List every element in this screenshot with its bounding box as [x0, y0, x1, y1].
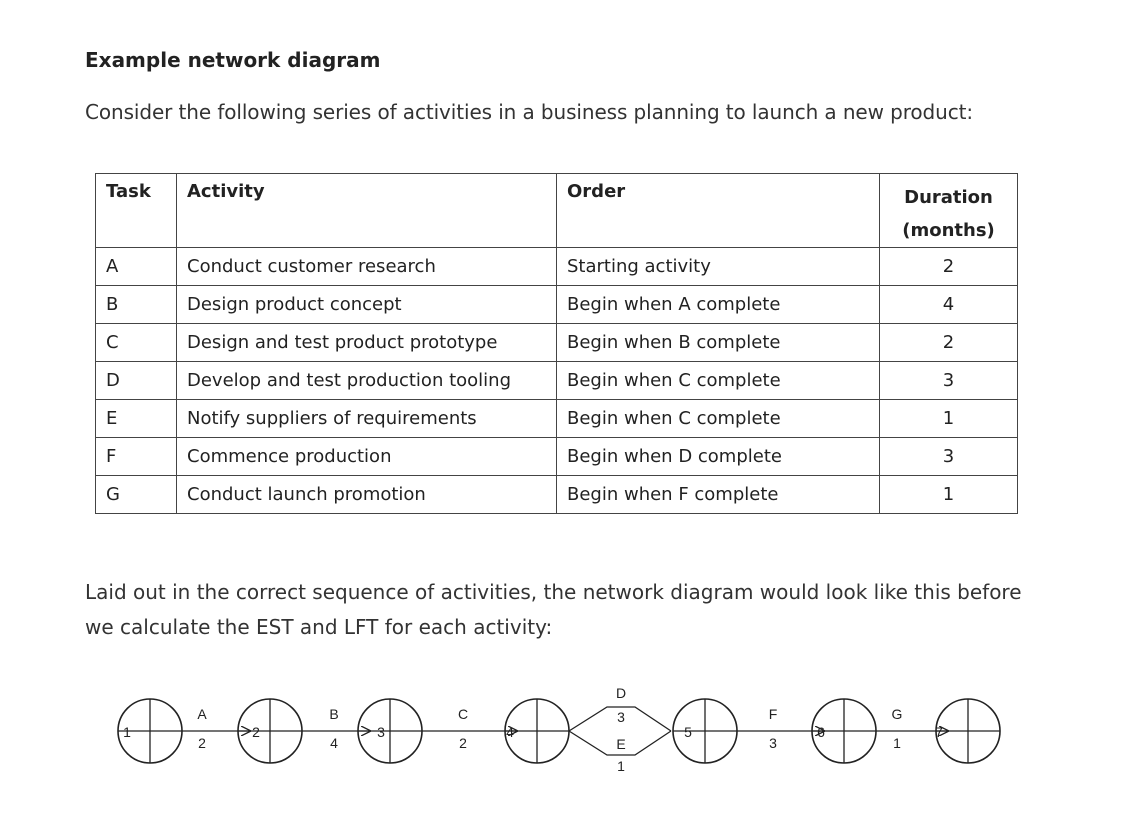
cell-order: Begin when D complete — [557, 438, 880, 476]
cell-activity: Develop and test production tooling — [177, 362, 557, 400]
activity-label: B — [329, 706, 339, 722]
cell-order: Begin when C complete — [557, 362, 880, 400]
cell-activity: Design and test product prototype — [177, 324, 557, 362]
cell-task: C — [96, 324, 177, 362]
activity-label: F — [768, 706, 778, 722]
node-number: 4 — [506, 724, 514, 740]
diagram-intro-paragraph: Laid out in the correct sequence of activities, the network diagram would look like this before we calculate the EST and LFT for each activity: — [85, 580, 1022, 639]
cell-duration: 2 — [880, 324, 1018, 362]
cell-task: A — [96, 248, 177, 286]
node-number: 2 — [252, 724, 260, 740]
cell-activity: Notify suppliers of requirements — [177, 400, 557, 438]
cell-task: F — [96, 438, 177, 476]
table-row — [96, 400, 1018, 438]
activities-table — [95, 173, 1018, 514]
cell-activity: Conduct customer research — [177, 248, 557, 286]
cell-task: B — [96, 286, 177, 324]
activity-duration: 3 — [617, 709, 625, 725]
activity-duration: 1 — [893, 735, 901, 751]
table-row — [96, 248, 1018, 286]
page-heading: Example network diagram — [85, 48, 381, 72]
header-activity: Activity — [177, 174, 557, 248]
cell-activity: Design product concept — [177, 286, 557, 324]
intro-text: Consider the following series of activities in a business planning to launch a new product: — [85, 100, 974, 124]
activity-label: C — [457, 706, 469, 722]
cell-duration: 1 — [880, 476, 1018, 514]
activity-duration: 2 — [198, 735, 206, 751]
activity-duration: 3 — [769, 735, 777, 751]
header-duration-unit: (months) — [902, 220, 995, 241]
cell-duration: 2 — [880, 248, 1018, 286]
cell-task: D — [96, 362, 177, 400]
table-row — [96, 286, 1018, 324]
table-row — [96, 438, 1018, 476]
cell-activity: Conduct launch promotion — [177, 476, 557, 514]
node-number: 1 — [123, 724, 131, 740]
activity-label: E — [616, 736, 626, 752]
header-duration — [880, 174, 1018, 248]
header-order: Order — [557, 174, 880, 248]
cell-duration: 4 — [880, 286, 1018, 324]
activity-label: G — [891, 706, 903, 722]
header-duration-label: Duration — [904, 187, 993, 208]
cell-order: Starting activity — [557, 248, 880, 286]
activity-duration: 1 — [617, 758, 625, 774]
activity-label: D — [615, 685, 627, 701]
cell-duration: 3 — [880, 362, 1018, 400]
node-number: 7 — [935, 724, 943, 740]
activity-duration: 4 — [330, 735, 338, 751]
table-header-row — [96, 174, 1018, 248]
table-row — [96, 324, 1018, 362]
activity-duration: 2 — [459, 735, 467, 751]
network-diagram — [0, 670, 1146, 790]
cell-order: Begin when B complete — [557, 324, 880, 362]
node-number: 5 — [684, 724, 692, 740]
table-row — [96, 476, 1018, 514]
table-row — [96, 362, 1018, 400]
node-number: 3 — [377, 724, 385, 740]
header-task: Task — [96, 174, 177, 248]
cell-task: E — [96, 400, 177, 438]
cell-duration: 3 — [880, 438, 1018, 476]
cell-task: G — [96, 476, 177, 514]
node-number: 6 — [817, 724, 825, 740]
cell-order: Begin when F complete — [557, 476, 880, 514]
cell-order: Begin when A complete — [557, 286, 880, 324]
cell-order: Begin when C complete — [557, 400, 880, 438]
cell-activity: Commence production — [177, 438, 557, 476]
cell-duration: 1 — [880, 400, 1018, 438]
activity-label: A — [197, 706, 207, 722]
